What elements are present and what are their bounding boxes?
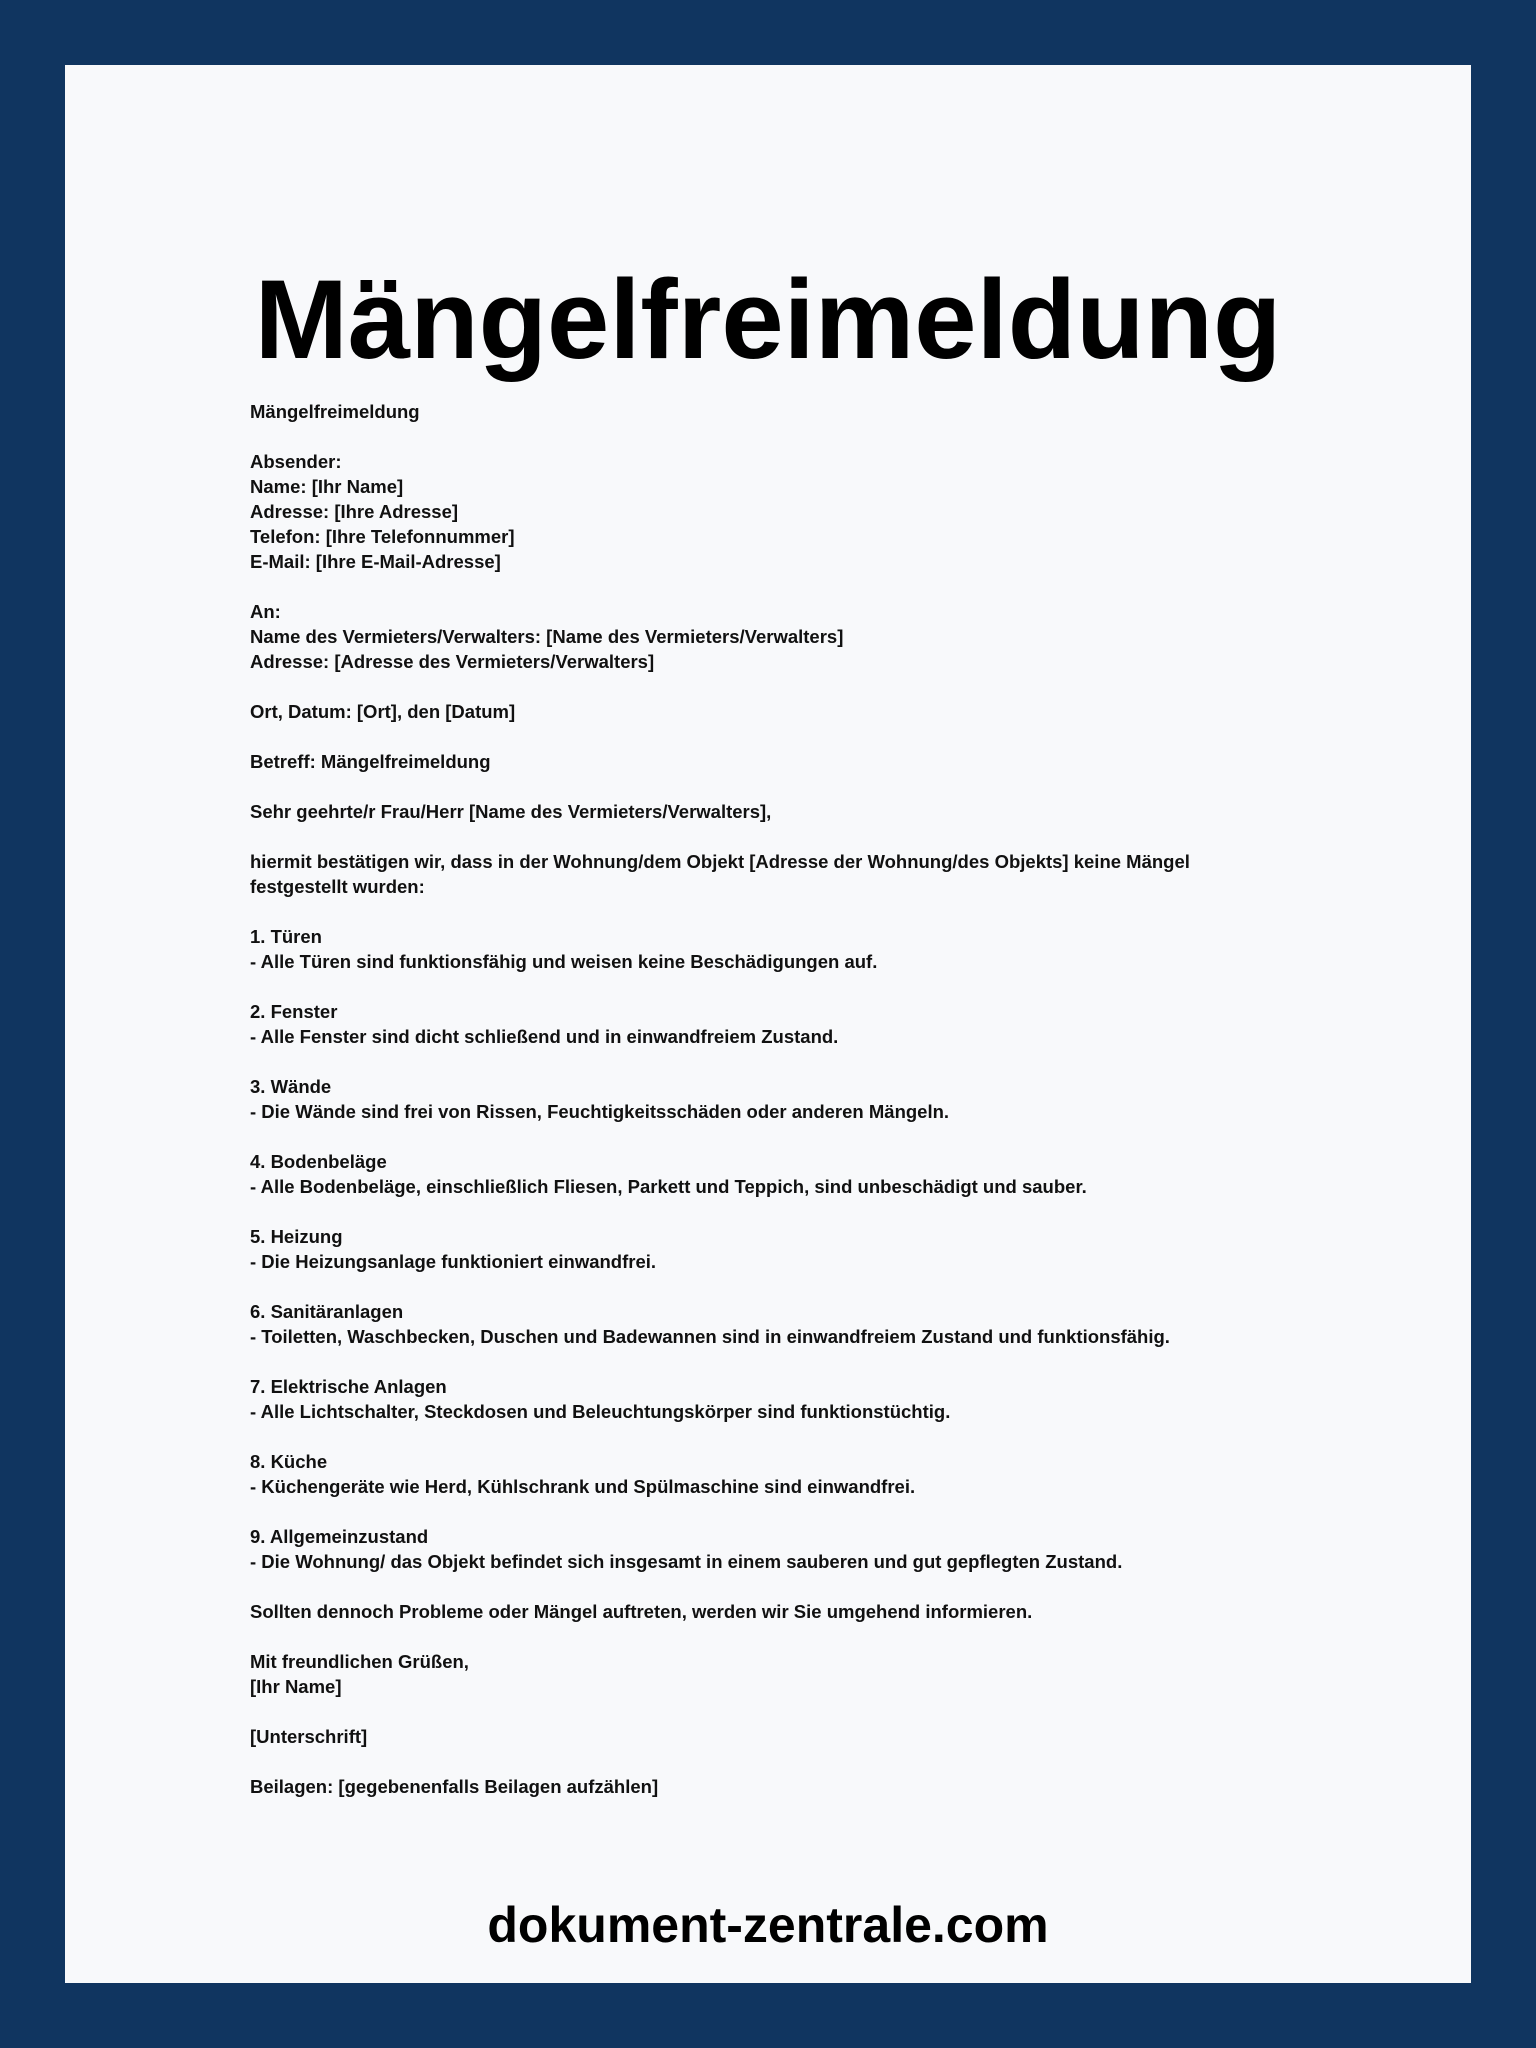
document-line: - Alle Bodenbeläge, einschließlich Fliesen, Parkett und Teppich, sind unbeschädigt und sauber. — [250, 1176, 1087, 1197]
blank-line — [250, 974, 1330, 999]
document-line: Sehr geehrte/r Frau/Herr [Name des Vermieters/Verwalters], — [250, 801, 772, 822]
document-line: hiermit bestätigen wir, dass in der Wohnung/dem Objekt [Adresse der Wohnung/des Objekts] keine Mängel — [250, 851, 1190, 872]
blank-line — [250, 824, 1330, 849]
blank-line — [250, 1699, 1330, 1724]
document-line: 4. Bodenbeläge — [250, 1151, 387, 1172]
blank-line — [250, 574, 1330, 599]
blank-line — [250, 899, 1330, 924]
blank-line — [250, 1274, 1330, 1299]
blank-line — [250, 1424, 1330, 1449]
blank-line — [250, 424, 1330, 449]
document-line: - Toiletten, Waschbecken, Duschen und Badewannen sind in einwandfreiem Zustand und funktionsfähig. — [250, 1326, 1170, 1347]
document-line: - Die Heizungsanlage funktioniert einwandfrei. — [250, 1251, 657, 1272]
document-line: festgestellt wurden: — [250, 876, 425, 897]
blank-line — [250, 1199, 1330, 1224]
document-line: Adresse: [Ihre Adresse] — [250, 501, 459, 522]
document-line: - Alle Lichtschalter, Steckdosen und Beleuchtungskörper sind funktionstüchtig. — [250, 1401, 951, 1422]
document-line: 1. Türen — [250, 926, 322, 947]
document-page — [65, 65, 1471, 1983]
document-line: E-Mail: [Ihre E-Mail-Adresse] — [250, 551, 501, 572]
document-line: 8. Küche — [250, 1451, 328, 1472]
document-title: Mängelfreimeldung — [254, 257, 1282, 382]
document-line: An: — [250, 601, 281, 622]
document-line: Name: [Ihr Name] — [250, 476, 404, 497]
document-line: 7. Elektrische Anlagen — [250, 1376, 447, 1397]
document-line: - Alle Türen sind funktionsfähig und weisen keine Beschädigungen auf. — [250, 951, 878, 972]
document-line: - Alle Fenster sind dicht schließend und in einwandfreiem Zustand. — [250, 1026, 839, 1047]
document-line: Telefon: [Ihre Telefonnummer] — [250, 526, 515, 547]
document-line: [Ihr Name] — [250, 1676, 342, 1697]
blank-line — [250, 1624, 1330, 1649]
document-line: Mängelfreimeldung — [250, 401, 420, 422]
blank-line — [250, 1349, 1330, 1374]
document-line: 6. Sanitäranlagen — [250, 1301, 404, 1322]
document-line: - Die Wohnung/ das Objekt befindet sich insgesamt in einem sauberen und gut gepflegten Zustand. — [250, 1551, 1123, 1572]
document-line: Adresse: [Adresse des Vermieters/Verwalters] — [250, 651, 655, 672]
document-line: Betreff: Mängelfreimeldung — [250, 751, 491, 772]
document-line: 2. Fenster — [250, 1001, 338, 1022]
document-line: - Die Wände sind frei von Rissen, Feuchtigkeitsschäden oder anderen Mängeln. — [250, 1101, 950, 1122]
document-line: 9. Allgemeinzustand — [250, 1526, 429, 1547]
document-line: [Unterschrift] — [250, 1726, 368, 1747]
blank-line — [250, 724, 1330, 749]
blank-line — [250, 774, 1330, 799]
document-line: Name des Vermieters/Verwalters: [Name des Vermieters/Verwalters] — [250, 626, 844, 647]
blank-line — [250, 1749, 1330, 1774]
document-body — [250, 399, 1330, 1799]
blank-line — [250, 1049, 1330, 1074]
document-line: 5. Heizung — [250, 1226, 343, 1247]
document-line: 3. Wände — [250, 1076, 332, 1097]
footer-website: dokument-zentrale.com — [487, 1897, 1049, 1953]
blank-line — [250, 1499, 1330, 1524]
document-line: Sollten dennoch Probleme oder Mängel auftreten, werden wir Sie umgehend informieren. — [250, 1601, 1033, 1622]
blank-line — [250, 674, 1330, 699]
document-line: Ort, Datum: [Ort], den [Datum] — [250, 701, 516, 722]
blank-line — [250, 1574, 1330, 1599]
blank-line — [250, 1124, 1330, 1149]
document-line: Mit freundlichen Grüßen, — [250, 1651, 469, 1672]
document-line: Absender: — [250, 451, 342, 472]
document-line: Beilagen: [gegebenenfalls Beilagen aufzählen] — [250, 1776, 659, 1797]
document-line: - Küchengeräte wie Herd, Kühlschrank und Spülmaschine sind einwandfrei. — [250, 1476, 916, 1497]
